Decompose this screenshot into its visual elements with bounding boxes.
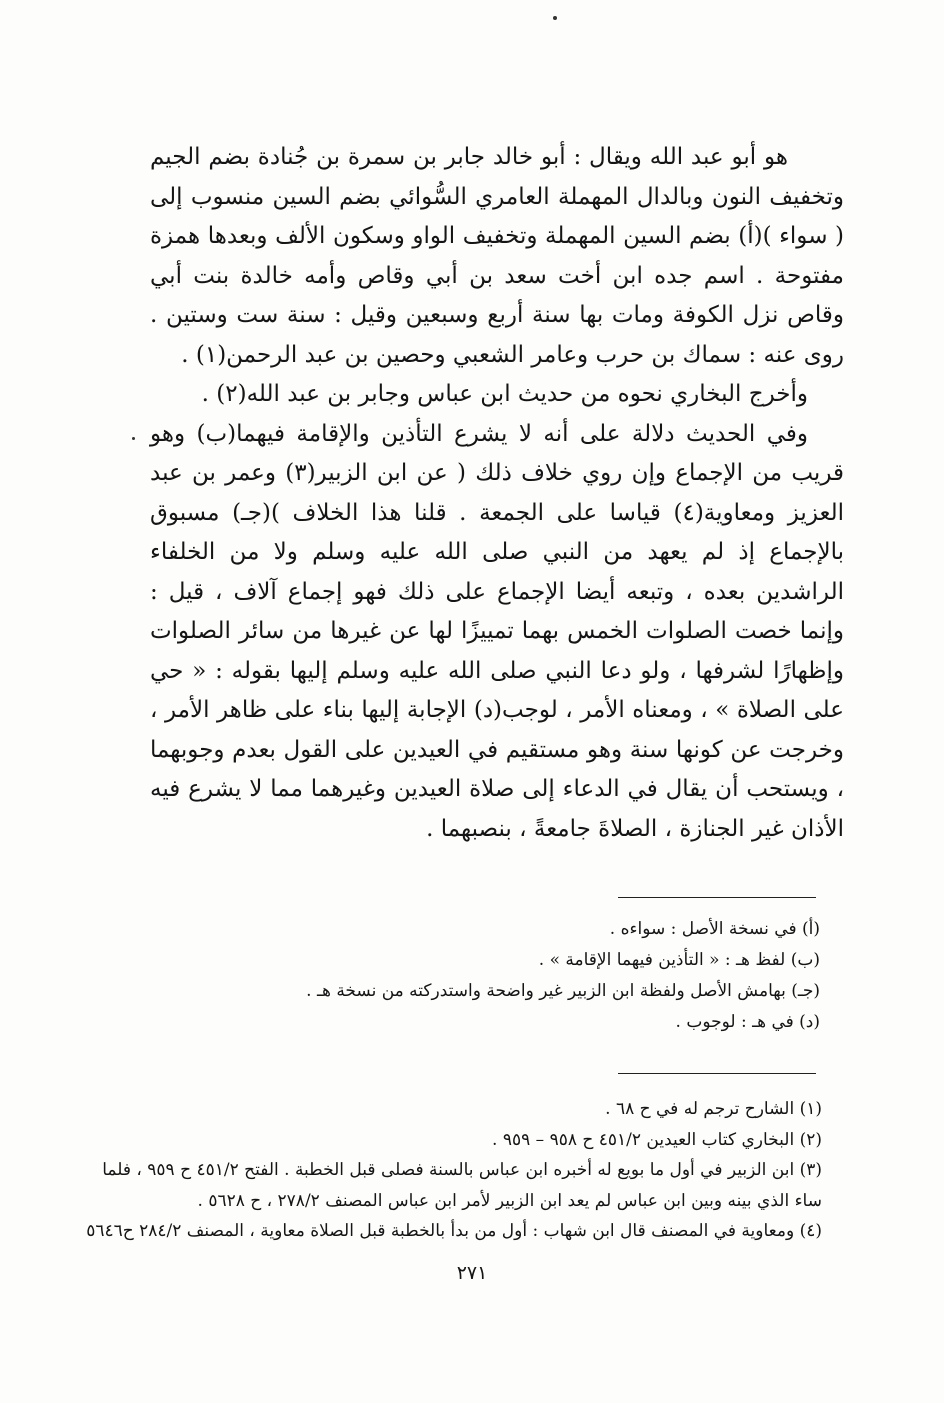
- variant-note: (ب) لفظ هـ : « التأذين فيهما الإقامة » .: [538, 950, 820, 970]
- footnote-separator: [618, 1073, 816, 1074]
- scan-speck: [553, 16, 557, 20]
- scan-speck: [132, 437, 135, 440]
- main-text-block: [150, 138, 844, 849]
- footnote: (٢) البخاري كتاب العيدين ٤٥١/٢ ح ٩٥٨ – ٩٥٩ .: [492, 1129, 822, 1150]
- footnote: (١) الشارح ترجم له في ح ٦٨ .: [605, 1099, 822, 1119]
- main-paragraph: وأخرج البخاري نحوه من حديث ابن عباس وجابر بن عبد الله(٢) .: [201, 381, 808, 407]
- variant-notes: [170, 914, 820, 1038]
- footnote: (٣) ابن الزبير في أول ما بويع له أخبره ابن عباس بالسنة فصلى قبل الخطبة . الفتح ٤٥١/٢ ح ٩٥٩ ، فلما: [102, 1160, 822, 1180]
- footnote: (٤) ومعاوية في المصنف قال ابن شهاب : أول من بدأ بالخطبة قبل الصلاة معاوية ، المصنف ٢٨٤/٢ ح٥٦٤٦: [86, 1221, 822, 1241]
- variant-note: (د) في هـ : لوجوب .: [675, 1012, 820, 1032]
- variant-note: (جـ) بهامش الأصل ولفظة ابن الزبير غير واضحة واستدركته من نسخة هـ .: [306, 981, 820, 1001]
- main-paragraph: وفي الحديث دلالة على أنه لا يشرع التأذين والإقامة فيهما(ب) وهو قريب من الإجماع وإن روي خلاف ذلك ( عن ابن الزبير(٣) وعمر بن عبد العزيز ومعاوية(٤) قياسا على الجمعة . قلنا هذا الخلاف )(جـ) مسبوق بالإجماع إذ لم يعهد من النبي صلى الله عليه وسلم ولا من الخلفاء الراشدين بعده ، وتبعه أيضا الإجماع على ذلك فهو إجماع آلاف ، قيل : وإنما خصت الصلوات الخمس بهما تمييزًا لها عن غيرها من سائر الصلوات وإظهارًا لشرفها ، ولو دعا النبي صلى الله عليه وسلم إليها بقوله : « حي على الصلاة » ، ومعناه الأمر ، لوجب(د) الإجابة إليها بناء على ظاهر الأمر ، وخرجت عن كونها سنة وهو مستقيم في العيدين على القول بعدم وجوبهما ، ويستحب أن يقال في الدعاء إلى صلاة العيدين وغيرهما مما لا يشرع فيه الأذان غير الجنازة ، الصلاةَ جامعةً ، بنصبهما .: [150, 420, 845, 842]
- footnote: ساء الذي بينه وبين ابن عباس لم يعد ابن الزبير لأمر ابن عباس المصنف ٢٧٨/٢ ، ح ٥٦٢٨ .: [197, 1190, 822, 1211]
- variant-note: (أ) في نسخة الأصل : سواءه .: [609, 919, 820, 939]
- page-number: ٢٧١: [456, 1262, 488, 1284]
- reference-footnotes: [86, 1094, 822, 1247]
- footnote-separator: [618, 897, 816, 898]
- main-paragraph: هو أبو عبد الله ويقال : أبو خالد جابر بن سمرة بن جُنادة بضم الجيم وتخفيف النون وبالدال المهملة العامري السُّوائي بضم السين منسوب إلى ( سواء )(أ) بضم السين المهملة وتخفيف الواو وسكون الألف وبعدها همزة مفتوحة . اسم جده ابن أخت سعد بن أبي وقاص وأمه خالدة بنت أبي وقاص نزل الكوفة ومات بها سنة أربع وسبعين وقيل : سنة ست وستين . روى عنه : سماك بن حرب وعامر الشعبي وحصين بن عبد الرحمن(١) .: [150, 144, 844, 368]
